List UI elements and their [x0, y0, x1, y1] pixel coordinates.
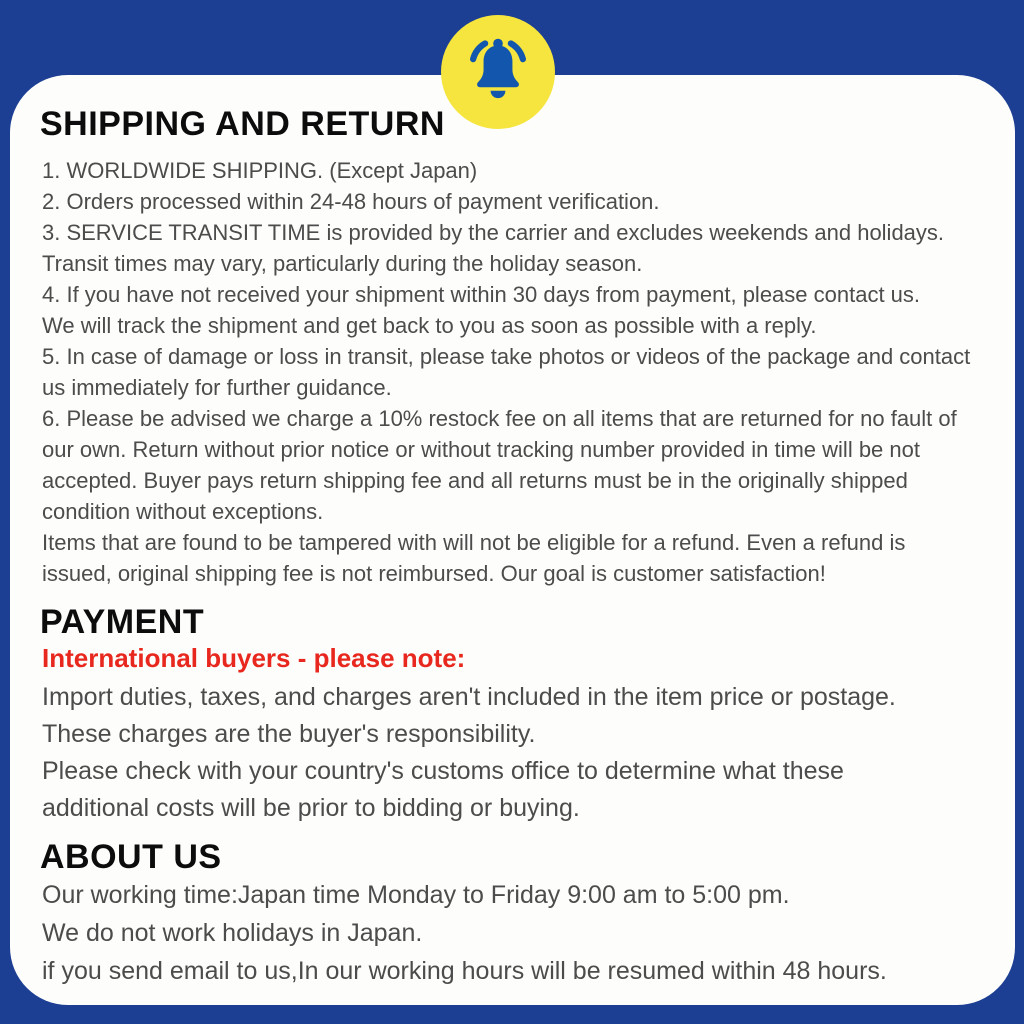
payment-text-block	[42, 679, 896, 827]
payment-section-title: PAYMENT	[40, 603, 205, 641]
about-line: if you send email to us,In our working hours will be resumed within 48 hours.	[42, 957, 887, 985]
about-line: We do not work holidays in Japan.	[42, 919, 423, 947]
shipping-line: Transit times may vary, particularly during the holiday season.	[42, 251, 643, 276]
payment-line: Import duties, taxes, and charges aren't included in the item price or postage.	[42, 683, 896, 711]
shipping-line: 1. WORLDWIDE SHIPPING. (Except Japan)	[42, 158, 478, 183]
shipping-section-title: SHIPPING AND RETURN	[40, 105, 445, 143]
shipping-line: 5. In case of damage or loss in transit, please take photos or videos of the package and contact	[42, 344, 971, 369]
about-line: Our working time:Japan time Monday to Friday 9:00 am to 5:00 pm.	[42, 881, 790, 909]
shipping-line: 2. Orders processed within 24-48 hours of payment verification.	[42, 189, 660, 214]
notification-badge	[441, 15, 555, 129]
shipping-line: 3. SERVICE TRANSIT TIME is provided by the carrier and excludes weekends and holidays.	[42, 220, 945, 245]
about-text-block	[42, 876, 887, 990]
payment-line: Please check with your country's customs office to determine what these	[42, 757, 844, 785]
shipping-line: us immediately for further guidance.	[42, 375, 392, 400]
shipping-line: Items that are found to be tampered with will not be eligible for a refund. Even a refund is	[42, 530, 906, 555]
shipping-line: 6. Please be advised we charge a 10% restock fee on all items that are returned for no fault of	[42, 406, 957, 431]
shipping-line: We will track the shipment and get back to you as soon as possible with a reply.	[42, 313, 817, 338]
shipping-line: accepted. Buyer pays return shipping fee and all returns must be in the originally shipped	[42, 468, 908, 493]
shipping-line: issued, original shipping fee is not reimbursed. Our goal is customer satisfaction!	[42, 561, 826, 586]
policy-card	[10, 75, 1015, 1005]
payment-line: additional costs will be prior to bidding or buying.	[42, 794, 580, 822]
payment-line: These charges are the buyer's responsibility.	[42, 720, 536, 748]
shipping-line: our own. Return without prior notice or without tracking number provided in time will be not	[42, 437, 920, 462]
shipping-line: condition without exceptions.	[42, 499, 324, 524]
shipping-line: 4. If you have not received your shipment within 30 days from payment, please contact us.	[42, 282, 921, 307]
about-section-title: ABOUT US	[40, 838, 222, 876]
shipping-text-block	[42, 155, 970, 589]
bell-icon	[459, 33, 537, 111]
international-buyers-note: International buyers - please note:	[42, 643, 466, 673]
